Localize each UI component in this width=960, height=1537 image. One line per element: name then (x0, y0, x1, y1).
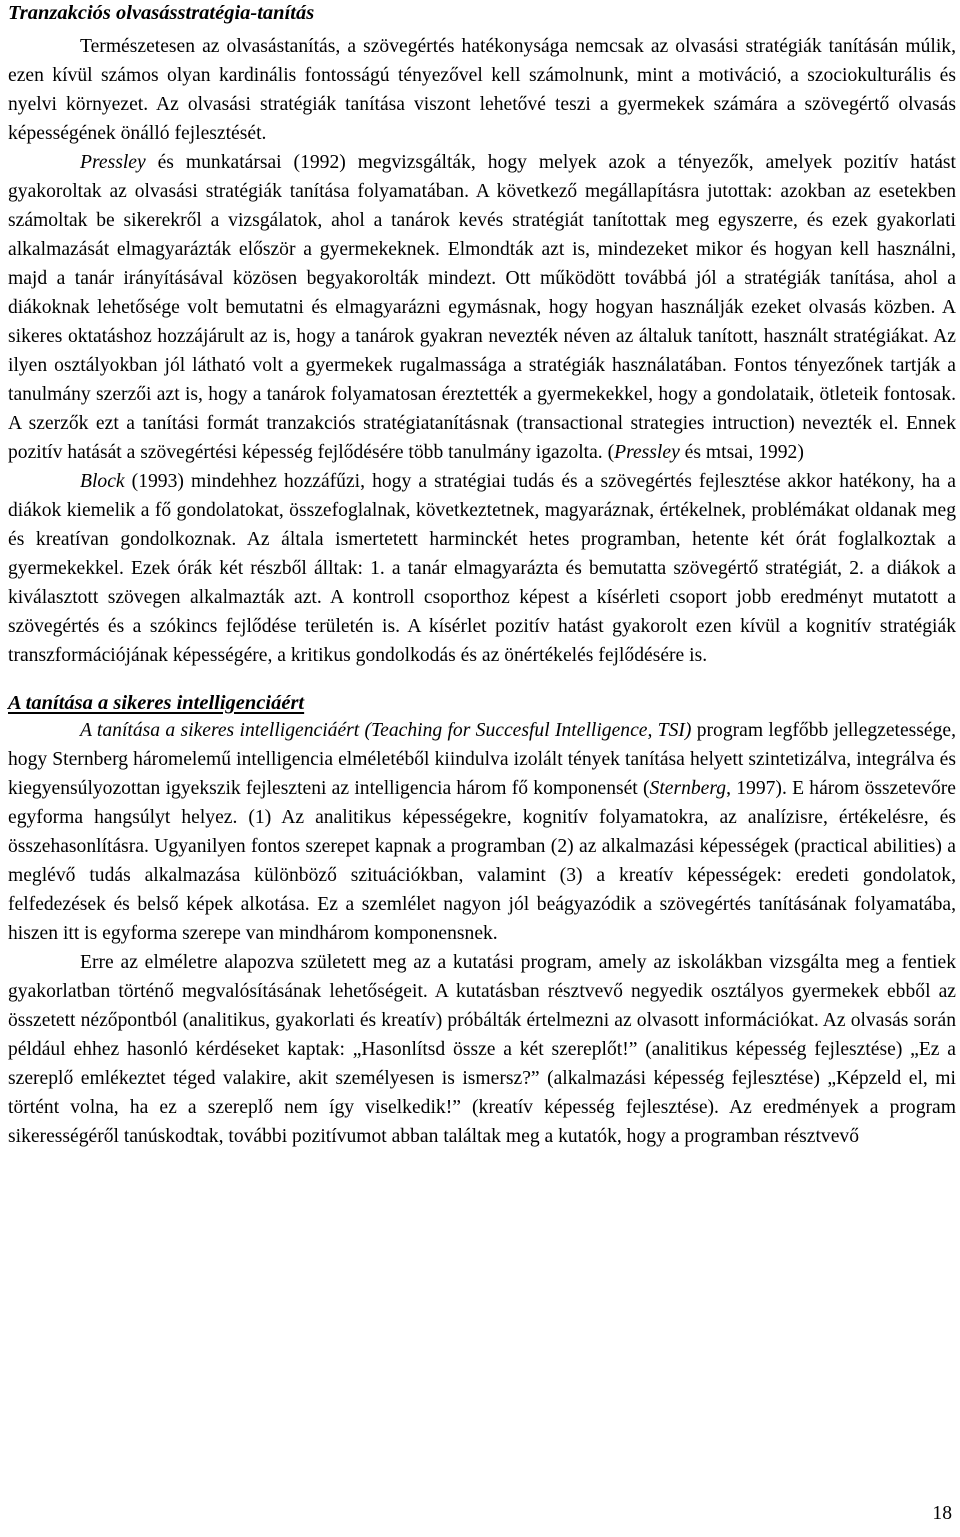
citation-author: Sternberg (649, 778, 727, 799)
author-name: Pressley (80, 152, 146, 173)
paragraph-text: program legfőbb jellegzetessége, hogy Sternberg háromelemű intelligencia elméletéből kiindulva izolált tények tanítása helyett szintetizálva, integrálva és kiegyensúlyozottan igyekszik fejleszteni az intelligencia három fő komponensét ( (8, 720, 956, 799)
citation-tail: és mtsai, 1992) (679, 442, 804, 463)
paragraph-text: és munkatársai (1992) megvizsgálták, hogy melyek azok a tényezők, amelyek pozitív hatást gyakoroltak az olvasási stratégiák tanítása folyamatában. A következő megállapításra jutottak: azokban az esetekben számoltak be sikerekről a vizsgálatok, ahol a tanárok kevés stratégiát tanítottak meg egyszerre, és ezek gyakorlati alkalmazását elmagyarázták először a gyermekeknek. Elmondták azt is, mindezeket mikor és hogyan kell használni, majd a tanár irányításával közösen begyakorolták mindezt. Ott működött továbbá jól a stratégiák tanítása, ahol a diákoknak lehetősége volt bemutatni és elmagyarázni egymásnak, hogy hogyan használják ezeket olvasás közben. A sikeres oktatáshoz hozzájárult az is, hogy a tanárok gyakran nevezték néven az általuk tanított, használt stratégiákat. Az ilyen osztályokban jól látható volt a gyermekek rugalmassága a stratégiák használatában. Fontos tényezőnek tartják a tanulmány szerzői azt is, hogy a tanárok folyamatosan éreztették a gyermekekkel, hogy a gondolataik, ötleteik fontosak. A szerzők ezt a tanítási formát tranzakciós stratégiatanításnak (transactional strategies intruction) nevezték el. Ennek pozitív hatását a szövegértési képesség fejlődésére több tanulmány igazolta. ( (8, 152, 956, 463)
program-name: A tanítása a sikeres intelligenciáért (Teaching for Succesful Intelligence, TSI) (80, 720, 692, 741)
paragraph-tsi (8, 716, 956, 948)
paragraph-text: (1993) mindehhez hozzáfűzi, hogy a stratégiai tudás és a szövegértés fejlesztése akkor hatékony, ha a diákok kiemelik a fő gondolatokat, összefoglalnak, következtetnek, magyaráznak, értékelnek, problémákat oldanak meg és kreatívan gondolkoznak. Az általa ismertetett harminckét hetes programban, hetente két órát foglalkoztak a gyermekekkel. Ezek órák két részből álltak: 1. a tanár elmagyarázta és bemutatta szövegértő stratégiát, 2. a diákok a kiválasztott szövegen alkalmazták azt. A kontroll csoporthoz képest a kísérleti csoport jobb eredményt mutatott a szövegértés és a szókincs fejlődése területén is. A kísérlet pozitív hatást gyakorolt ezen kívül a kognitív stratégiák transzformációjának képességére, a kritikus gondolkodás és az önértékelés fejlődésére is. (8, 471, 956, 666)
author-name: Block (80, 471, 125, 492)
section-heading-transactional: Tranzakciós olvasásstratégia-tanítás (8, 2, 315, 24)
citation-tail: , 1997). E három összetevőre egyforma hangsúlyt helyez. (1) Az analitikus képességekre, kognitív folyamatokra, az analízisre, értékelésre, és összehasonlításra. Ugyanilyen fontos szerepet kapnak a programban (2) az alkalmazási képességek (practical abilities) a meglévő tudás alkalmazása különböző szituációkban, valamint (3) a kreatív képességek: eredeti gondolatok, felfedezések és belső képek alkotása. Ez a szemlélet nagyon jól beágyazódik a szövegértés tanításának folyamatába, hiszen itt is egyforma szerepe van mindhárom komponensnek. (8, 778, 956, 944)
document-page (8, 0, 956, 1151)
paragraph-intro: Természetesen az olvasástanítás, a szövegértés hatékonysága nemcsak az olvasási stratégiák tanításán múlik, ezen kívül számos olyan kardinális fontosságú tényezővel kell számolnunk, mint a motiváció, a szociokulturális és nyelvi környezet. Az olvasási stratégiák tanítása viszont lehetővé teszi a gyermekek számára a szövegértő olvasás képességének önálló fejlesztését. (8, 36, 956, 144)
page-number: 18 (932, 1503, 952, 1524)
paragraph-pressley (8, 148, 956, 467)
section-heading-tsi: A tanítása a sikeres intelligenciáért (8, 692, 305, 714)
citation-author: Pressley (614, 442, 680, 463)
paragraph-block (8, 467, 956, 670)
paragraph-research: Erre az elméletre alapozva született meg az a kutatási program, amely az iskolákban vizsgálta meg a fentiek gyakorlatban történő megvalósításának lehetőségeit. A kutatásban résztvevő negyedik osztályos gyermekek ebből az összetett nézőpontból (analitikus, gyakorlati és kreatív) próbálták értelmezni az olvasott információkat. Az olvasás során például ehhez hasonló kérdéseket kaptak: „Hasonlítsd össze a két szereplőt!” (analitikus képesség fejlesztése) „Ez a szereplő emlékeztet téged valakire, akit személyesen is ismersz?” (alkalmazási képesség fejlesztése) „Képzeld el, mi történt volna, ha ez a szereplő nem így viselkedik!” (kreatív képesség fejlesztése). Az eredmények a program sikerességéről tanúskodtak, további pozitívumot abban találtak meg a kutatók, hogy a programban résztvevő (8, 952, 956, 1147)
